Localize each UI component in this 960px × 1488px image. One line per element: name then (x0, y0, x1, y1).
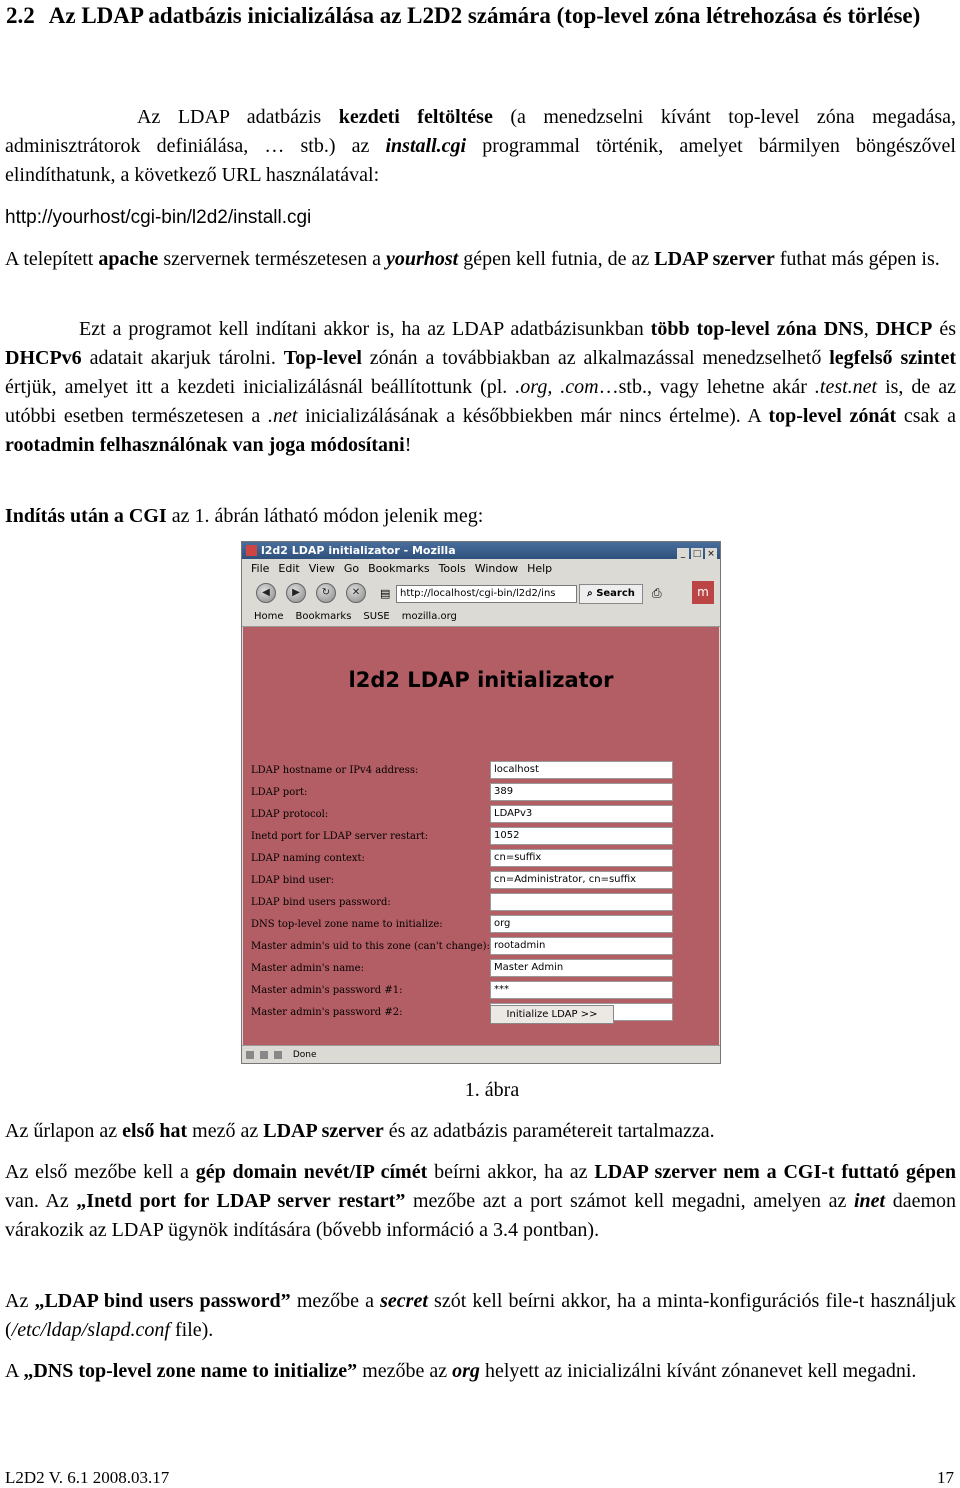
text: , (863, 318, 876, 340)
text: csak a (896, 405, 956, 427)
text: (a menedzselni kívánt top-level zóna megadása, adminisztrátorok definiálása, … stb.) az (5, 106, 956, 157)
text: mező az (187, 1120, 264, 1142)
page-number: 17 (937, 1468, 954, 1487)
field-label: Master admin's name: (251, 963, 364, 974)
bold-text: Top-level (283, 347, 362, 369)
text: és (932, 318, 956, 340)
bookmark-item[interactable]: Bookmarks (295, 611, 352, 622)
field-label: LDAP bind user: (251, 875, 335, 886)
search-icon: ⌕ (587, 588, 597, 599)
bold-text: legfelső szintet (829, 347, 956, 369)
bold-text: több top-level zóna DNS (650, 318, 864, 340)
navigation-toolbar (242, 578, 720, 608)
field-input[interactable]: cn=suffix (490, 849, 673, 867)
forward-icon[interactable]: ▶ (286, 583, 306, 603)
text: gépen kell futnia, de az (458, 248, 655, 270)
italic-text: .org, .com (515, 376, 599, 398)
paragraph-toplevel (5, 315, 956, 460)
menu-item[interactable]: File (251, 562, 270, 575)
paragraph-figure-intro (5, 502, 956, 531)
text: Az első mezőbe kell a (5, 1161, 196, 1183)
field-input[interactable]: LDAPv3 (490, 805, 673, 823)
field-input[interactable]: rootadmin (490, 937, 673, 955)
paragraph-fields (5, 1117, 956, 1146)
text: file). (169, 1319, 214, 1341)
paragraph-first-field (5, 1158, 956, 1245)
figure-caption: 1. ábra (464, 1079, 520, 1101)
bookmark-item[interactable]: Home (254, 611, 284, 622)
menu-bar (242, 559, 720, 578)
field-label: LDAP naming context: (251, 853, 365, 864)
section-heading (6, 0, 956, 32)
section-title: Az LDAP adatbázis inicializálása az L2D2 számára (top-level zóna létrehozása és törlése) (48, 3, 921, 28)
field-label: Master admin's uid to this zone (can't change): (251, 941, 490, 952)
bold-text: DHCP (875, 318, 933, 340)
page-icon: ▤ (380, 587, 391, 600)
field-input[interactable] (490, 893, 673, 911)
section-number: 2.2 (6, 3, 35, 28)
text: inicializálásának a későbbiekben már nincs értelme). A (297, 405, 769, 427)
maximize-icon[interactable]: □ (692, 549, 702, 559)
status-icon (260, 1051, 268, 1059)
bold-text: gép domain nevét/IP címét (195, 1161, 428, 1183)
paragraph-intro (5, 103, 956, 190)
menu-item[interactable]: Bookmarks (368, 562, 430, 575)
bookmark-item[interactable]: mozilla.org (401, 611, 457, 622)
italic-text: .test.net (814, 376, 878, 398)
italic-text: .net (268, 405, 298, 427)
text: mezőbe a (290, 1290, 381, 1312)
daemon-name: inet (853, 1190, 886, 1212)
bold-text: DHCPv6 (5, 347, 82, 369)
field-label: LDAP hostname or IPv4 address: (251, 765, 419, 776)
bold-text: „Inetd port for LDAP server restart” (76, 1190, 406, 1212)
field-label: LDAP bind users password: (251, 897, 391, 908)
bold-text: Indítás után a CGI (5, 505, 167, 527)
field-input[interactable]: 389 (490, 783, 673, 801)
bold-text: apache (98, 248, 159, 270)
menu-item[interactable]: Window (474, 562, 519, 575)
program-name: install.cgi (385, 135, 467, 157)
field-label: LDAP protocol: (251, 809, 329, 820)
field-input[interactable]: 1052 (490, 827, 673, 845)
text: programmal történik, amelyet bármilyen böngészővel elindíthatunk, a következő URL használatával: (5, 135, 956, 186)
text: ! (404, 434, 412, 456)
menu-item[interactable]: Edit (278, 562, 300, 575)
page-content (243, 627, 719, 1045)
text: Az LDAP adatbázis (137, 106, 339, 128)
search-label: Search (596, 588, 635, 599)
text: zónán a továbbiakban az alkalmazással menedzselhető (361, 347, 830, 369)
stop-icon[interactable]: ✕ (346, 583, 366, 603)
text: van. Az (5, 1190, 77, 1212)
install-url: http://yourhost/cgi-bin/l2d2/install.cgi (5, 207, 312, 228)
zone-example: org (452, 1360, 480, 1382)
field-label: Master admin's password #2: (251, 1007, 403, 1018)
paragraph-dns-zone (5, 1357, 956, 1386)
bold-text: LDAP szerver (263, 1120, 384, 1142)
text: beírni akkor, ha az (427, 1161, 595, 1183)
text: adatait akarjuk tárolni. (81, 347, 284, 369)
text: …stb., vagy lehetne akár (598, 376, 815, 398)
bold-text: LDAP szerver nem a CGI-t futtató gépen (594, 1161, 956, 1183)
text: is, de az utóbbi esetben természetesen a (5, 376, 956, 427)
text: Ezt a programot kell indítani akkor is, ha az LDAP adatbázisunkban (79, 318, 651, 340)
config-path: /etc/ldap/slapd.conf (11, 1319, 170, 1341)
text: az 1. ábrán látható módon jelenik meg: (166, 505, 484, 527)
text: szervernek természetesen a (158, 248, 386, 270)
field-label: DNS top-level zone name to initialize: (251, 919, 443, 930)
status-bar (242, 1045, 720, 1064)
text: helyett az inicializálni kívánt zónanevet kell megadni. (479, 1360, 917, 1382)
text: és az adatbázis paramétereit tartalmazza. (383, 1120, 715, 1142)
close-icon[interactable]: × (705, 548, 717, 560)
field-input[interactable]: cn=Administrator, cn=suffix (490, 871, 673, 889)
browser-screenshot (241, 541, 721, 1064)
menu-item[interactable]: Help (527, 562, 553, 575)
text: futhat más gépen is. (774, 248, 940, 270)
field-label: Inetd port for LDAP server restart: (251, 831, 429, 842)
text: szót kell beírni akkor, ha a minta-konfigurációs file-t használjuk ( (5, 1290, 956, 1341)
status-icon (246, 1051, 254, 1059)
field-input[interactable]: org (490, 915, 673, 933)
menu-item[interactable]: Tools (438, 562, 466, 575)
status-text: Done (292, 1050, 317, 1060)
bold-text: rootadmin felhasználónak van joga módosítani (5, 434, 405, 456)
host-name: yourhost (385, 248, 459, 270)
bold-text: első hat (122, 1120, 188, 1142)
text: mezőbe az (357, 1360, 453, 1382)
text: A telepített (5, 248, 99, 270)
bold-text: kezdeti feltöltése (338, 106, 493, 128)
field-input[interactable]: *** (490, 981, 673, 999)
mozilla-logo: m (692, 581, 714, 604)
footer-version: L2D2 V. 6.1 2008.03.17 (5, 1468, 170, 1487)
status-icon (274, 1051, 282, 1059)
text: Az (5, 1290, 35, 1312)
app-icon (246, 545, 257, 556)
bold-text: „DNS top-level zone name to initialize” (23, 1360, 358, 1382)
text: daemon várakozik az LDAP ügynök indítására (bővebb információ a 3.4 pontban). (5, 1190, 957, 1241)
page-title: l2d2 LDAP initializator (348, 668, 614, 692)
field-label: LDAP port: (251, 787, 308, 798)
paragraph-bind-password (5, 1287, 956, 1345)
bold-text: LDAP szerver (654, 248, 775, 270)
field-input[interactable]: Master Admin (490, 959, 673, 977)
window-titlebar (242, 542, 720, 559)
reload-icon[interactable]: ↻ (316, 583, 336, 603)
back-icon[interactable]: ◀ (256, 583, 276, 603)
bold-text: top-level zónát (768, 405, 897, 427)
secret-word: secret (380, 1290, 428, 1312)
text: mezőbe azt a port számot kell megadni, amelyen az (405, 1190, 854, 1212)
bookmark-item[interactable]: SUSE (363, 611, 390, 622)
search-button[interactable] (579, 584, 643, 604)
text: Az űrlapon az (5, 1120, 123, 1142)
print-icon[interactable]: ⎙ (652, 586, 662, 600)
window-title: l2d2 LDAP initializator - Mozilla (261, 544, 456, 557)
initialize-ldap-button[interactable]: Initialize LDAP >> (490, 1005, 614, 1024)
url-input[interactable]: http://localhost/cgi-bin/l2d2/ins (396, 585, 577, 603)
menu-item[interactable]: View (308, 562, 335, 575)
minimize-icon[interactable]: _ (677, 548, 689, 560)
paragraph-apache (5, 245, 956, 274)
text: értjük, amelyet itt a kezdeti inicializálásnál beállítottunk (pl. (5, 376, 516, 398)
field-label: Master admin's password #1: (251, 985, 403, 996)
bold-text: „LDAP bind users password” (34, 1290, 291, 1312)
field-input[interactable]: localhost (490, 761, 673, 779)
bookmarks-toolbar (242, 608, 720, 627)
menu-item[interactable]: Go (343, 562, 360, 575)
text: A (5, 1360, 24, 1382)
